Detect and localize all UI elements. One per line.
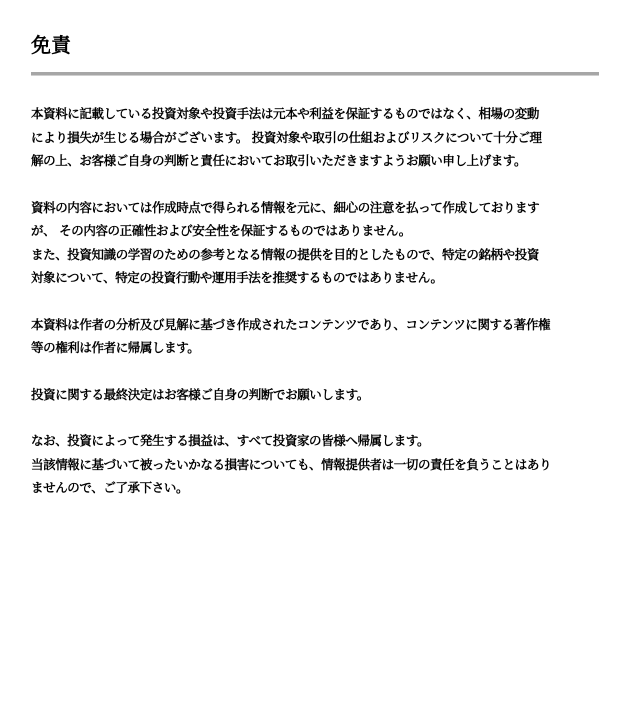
paragraph-line: なお、投資によって発生する損益は、すべて投資家の皆様へ帰属します。 — [31, 433, 430, 448]
paragraph-risk-warning — [31, 102, 599, 173]
paragraph-line: 本資料に記載している投資対象や投資手法は元本や利益を保証するものではなく、相場の変動 — [31, 106, 539, 121]
paragraph-line: 対象について、特定の投資行動や運用手法を推奨するものではありません。 — [31, 270, 443, 285]
paragraph-line: 解の上、お客様ご自身の判断と責任においてお取引いただきますようお願い申し上げます。 — [31, 153, 527, 168]
paragraph-final-decision — [31, 383, 599, 407]
paragraph-copyright — [31, 313, 599, 360]
paragraph-line: 等の権利は作者に帰属します。 — [31, 340, 200, 355]
paragraph-line: 資料の内容においては作成時点で得られる情報を元に、細心の注意を払って作成しております — [31, 199, 540, 215]
disclaimer-page — [31, 0, 599, 523]
disclaimer-body — [31, 76, 599, 500]
paragraph-line: により損失が生じる場合がございます。 投資対象や取引の仕組およびリスクについて十分ご理 — [31, 129, 542, 145]
paragraph-line: 投資に関する最終決定はお客様ご自身の判断でお願いします。 — [31, 386, 369, 402]
page-title: 免責 — [31, 33, 71, 57]
paragraph-accuracy — [31, 196, 599, 290]
paragraph-line: が、 その内容の正確性および安全性を保証するものではありません。 — [31, 223, 411, 238]
paragraph-line: 当該情報に基づいて被ったいかなる損害についても、情報提供者は一切の責任を負うことはあり — [31, 456, 552, 472]
paragraph-line: ませんので、ご了承下さい。 — [31, 480, 189, 495]
paragraph-line: また、投資知識の学習のための参考となる情報の提供を目的としたもので、特定の銘柄や投資 — [31, 246, 539, 262]
paragraph-liability — [31, 429, 599, 500]
paragraph-line: 本資料は作者の分析及び見解に基づき作成されたコンテンツであり、コンテンツに関する著作権 — [31, 316, 551, 332]
